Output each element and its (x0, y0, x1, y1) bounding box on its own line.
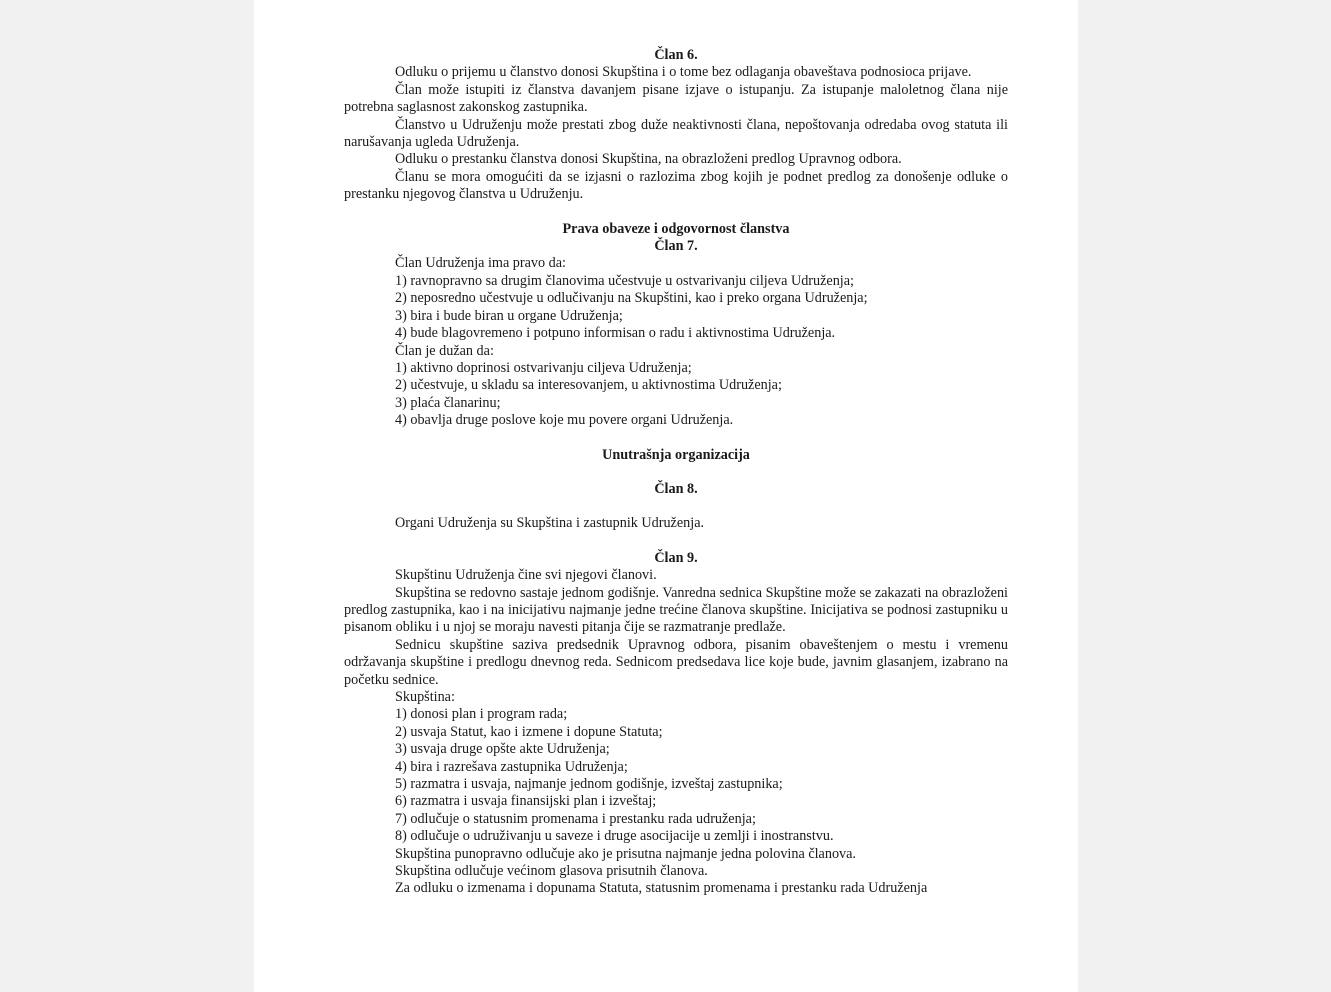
list-item: 2) neposredno učestvuje u odlučivanju na Skupštini, kao i preko organa Udruženja; (395, 290, 868, 307)
document-page (254, 0, 1078, 992)
list-item: Član je dužan da: (395, 342, 494, 359)
document-content (344, 47, 1008, 898)
list-item: 4) obavlja druge poslove koje mu povere organi Udruženja. (395, 412, 734, 429)
article-9-last-paragraph: Za odluku o izmenama i dopunama Statuta, statusnim promenama i prestanku rada Udruženja (395, 880, 928, 897)
article-6-paragraph: Članstvo u Udruženju može prestati zbog duže neaktivnosti člana, nepoštovanja odredaba ovog statuta ili narušavanja ugleda Udruženja. (344, 116, 1008, 151)
section-title-unutrasnja: Unutrašnja organizacija (602, 446, 750, 463)
section-title-prava: Prava obaveze i odgovornost članstva (562, 220, 790, 237)
list-item: Skupština odlučuje većinom glasova prisutnih članova. (395, 863, 708, 880)
article-8-text: Organi Udruženja su Skupština i zastupnik Udruženja. (395, 515, 705, 532)
article-9-paragraph: Skupštinu Udruženja čine svi njegovi članovi. (395, 567, 657, 584)
article-9-paragraph: Sednicu skupštine saziva predsednik Upravnog odbora, pisanim obaveštenjem o mestu i vremenu održavanja skupštine i predlogu dnevnog reda. Sednicom predsedava lice koje bude, javnim glasanjem, izabrano na početku sednice. (344, 636, 1008, 688)
list-item: 3) plaća članarinu; (395, 394, 501, 411)
list-item: 5) razmatra i usvaja, najmanje jednom godišnje, izveštaj zastupnika; (395, 776, 783, 793)
article-6-paragraph: Članu se mora omogućiti da se izjasni o razlozima zbog kojih je podnet predlog za donošenje odluke o prestanku njegovog članstva u Udruženju. (344, 168, 1008, 203)
article-6-paragraph: Odluku o prijemu u članstvo donosi Skupština i o tome bez odlaganja obaveštava podnosioca prijave. (395, 64, 972, 81)
list-item: 1) ravnopravno sa drugim članovima učestvuje u ostvarivanju ciljeva Udruženja; (395, 272, 854, 289)
article-6-heading: Član 6. (654, 47, 698, 63)
list-item: 7) odlučuje o statusnim promenama i prestanku rada udruženja; (395, 810, 756, 827)
list-item: 8) odlučuje o udruživanju u saveze i druge asocijacije u zemlji i inostranstvu. (395, 828, 834, 845)
article-6-paragraph: Odluku o prestanku članstva donosi Skupština, na obrazloženi predlog Upravnog odbora. (395, 151, 902, 168)
list-item: 1) donosi plan i program rada; (395, 706, 568, 723)
article-9-paragraph: Skupština se redovno sastaje jednom godišnje. Vanredna sednica Skupštine može se zakazati na obrazloženi predlog zastupnika, kao i na inicijativu najmanje jedne trećine članova skupštine. Inicijativa se podnosi zastupniku u pisanom obliku i u njoj se moraju navesti pitanja čije se razmatranje predlaže. (344, 584, 1008, 636)
list-item: 2) usvaja Statut, kao i izmene i dopune Statuta; (395, 723, 663, 740)
list-item: 4) bira i razrešava zastupnika Udruženja; (395, 758, 628, 775)
list-item: 3) bira i bude biran u organe Udruženja; (395, 307, 623, 324)
article-6-paragraph: Član može istupiti iz članstva davanjem pisane izjave o istupanju. Za istupanje maloletnog člana nije potrebna saglasnost zakonskog zastupnika. (344, 81, 1008, 116)
list-item: 2) učestvuje, u skladu sa interesovanjem, u aktivnostima Udruženja; (395, 377, 782, 394)
list-item: Član Udruženja ima pravo da: (395, 255, 566, 272)
article-9-heading: Član 9. (654, 549, 698, 566)
list-item: 6) razmatra i usvaja finansijski plan i izveštaj; (395, 793, 657, 810)
list-item: Skupština punopravno odlučuje ako je prisutna najmanje jedna polovina članova. (395, 845, 856, 862)
article-8-heading: Član 8. (654, 480, 698, 497)
list-item: 3) usvaja druge opšte akte Udruženja; (395, 741, 610, 758)
list-item: 1) aktivno doprinosi ostvarivanju ciljeva Udruženja; (395, 359, 692, 376)
article-7-heading: Član 7. (654, 238, 698, 255)
list-item: 4) bude blagovremeno i potpuno informisan o radu i aktivnostima Udruženja. (395, 325, 836, 342)
list-item: Skupština: (395, 689, 455, 705)
